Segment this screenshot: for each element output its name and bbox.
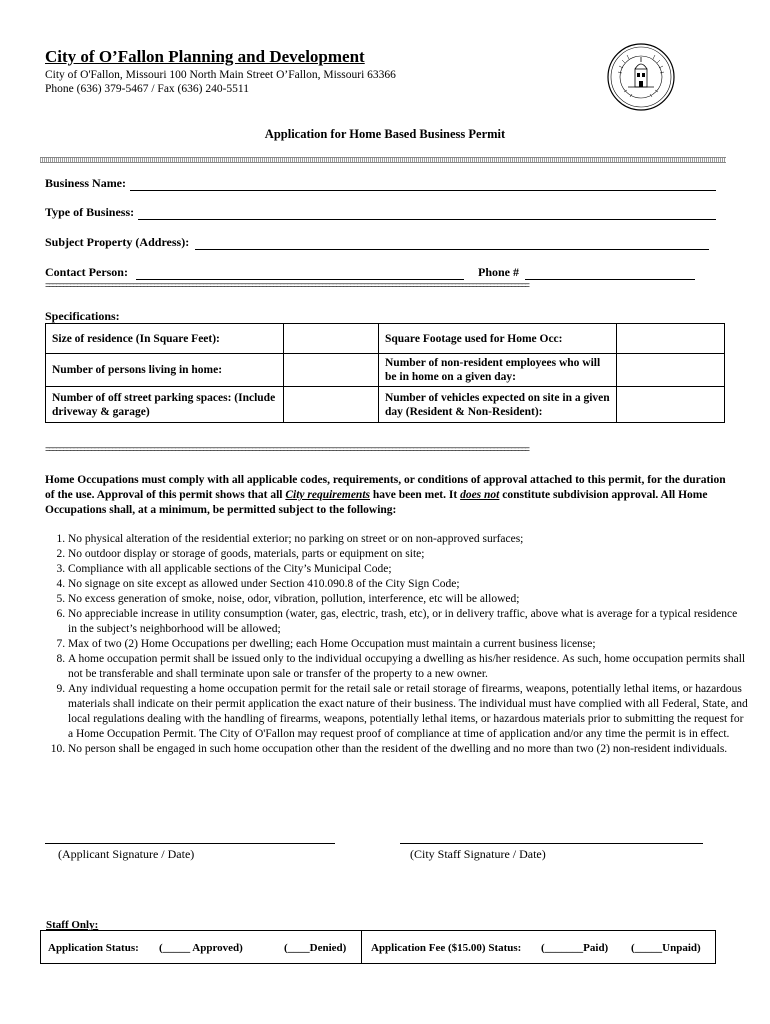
denied-option[interactable]: (____Denied) [284,942,347,954]
specifications-heading: Specifications: [45,309,120,323]
list-item: 9. Any individual requesting a home occupation permit for the retail sale or retail storage of firearms, weapons, potentially lethal items, or hazardous materials shall indicate on their permit application the exact nature of their business. The individual must have complied with all Federal, State, and local regulations dealing with the handling of firearms, weapons, potentially lethal items, or hazardous materials prior to submitting the request for a Home Occupation Permit. The City of O'Fallon may request proof of compliance at time of application and/or any time the permit is in effect. [68,682,748,742]
spec-value-field[interactable] [617,324,725,354]
subject-property-label: Subject Property (Address): [45,235,190,249]
spec-row [46,354,725,387]
org-address: City of O'Fallon, Missouri 100 North Main Street O’Fallon, Missouri 63366 [45,69,396,81]
unpaid-option[interactable]: (_____Unpaid) [631,942,701,954]
list-item: 6. No appreciable increase in utility consumption (water, gas, electric, trash, etc), or in delivery traffic, above what is average for a typical residence in the subject’s neighborhood will be allowed; [68,607,748,637]
list-item: 7. Max of two (2) Home Occupations per dwelling; each Home Occupation must maintain a current business license; [68,637,748,652]
spec-row [46,324,725,354]
list-item: 5. No excess generation of smoke, noise, odor, vibration, pollution, interference, etc will be allowed; [68,592,748,607]
spec-label: Number of vehicles expected on site in a given day (Resident & Non-Resident): [379,387,617,423]
fee-status-label: Application Fee ($15.00) Status: [371,942,522,954]
staff-signature-line[interactable] [400,843,703,844]
double-divider-2: ========================================================================================================================================== [45,446,529,455]
spec-value-field[interactable] [284,387,379,423]
list-item: 10. No person shall be engaged in such home occupation other than the resident of the dwelling and no more than two (2) non-resident individuals. [68,742,748,757]
spec-value-field[interactable] [284,354,379,387]
double-divider-1: ========================================================================================================================================== [45,282,529,291]
staff-status-box [40,930,716,964]
spec-label: Number of off street parking spaces: (Include driveway & garage) [46,387,284,423]
org-title: City of O’Fallon Planning and Development [45,47,365,66]
business-name-field[interactable] [130,178,716,191]
compliance-text-1: Home Occupations must comply with all applicable codes, requirements, or conditions of approval attached to this permit, for the duration of the use. Approval of this permit shows that all [45,474,726,501]
paid-option[interactable]: (_______Paid) [541,942,609,954]
subject-property-field[interactable] [195,237,709,250]
type-of-business-label: Type of Business: [45,205,135,219]
spec-value-field[interactable] [617,354,725,387]
phone-field[interactable] [525,267,695,280]
applicant-signature-line[interactable] [45,843,335,844]
business-name-label: Business Name: [45,176,127,190]
compliance-text-3: constitute subdivision approval. All Home Occupations shall, at a minimum, be permitted subject to the following: [45,489,708,516]
contact-person-field[interactable] [136,267,464,280]
subject-property-row [45,235,709,250]
org-address-block [45,68,396,96]
spec-label: Square Footage used for Home Occ: [379,324,617,354]
staff-signature-label: (City Staff Signature / Date) [410,847,546,861]
phone-label: Phone # [477,265,519,279]
list-item: 8. A home occupation permit shall be issued only to the individual occupying a dwelling as his/her residence. As such, home occupation permits shall not be transferable and shall terminate upon sale or transfer of the property to a new owner. [68,652,748,682]
list-item: 2. No outdoor display or storage of goods, materials, parts or equipment on site; [68,547,748,562]
city-requirements-link[interactable]: City requirements [285,489,370,501]
type-of-business-field[interactable] [138,207,716,220]
application-status-label: Application Status: [48,942,139,954]
spec-row [46,387,725,423]
org-phone-fax: Phone (636) 379-5467 / Fax (636) 240-5511 [45,83,249,95]
type-of-business-row [45,205,716,220]
compliance-paragraph [45,473,730,518]
staff-only-heading: Staff Only: [46,919,99,931]
specifications-table [45,323,725,423]
does-not-emphasis: does not [460,489,500,501]
spec-value-field[interactable] [284,324,379,354]
contact-person-label: Contact Person: [45,265,128,279]
list-item: 3. Compliance with all applicable sections of the City’s Municipal Code; [68,562,748,577]
spec-value-field[interactable] [617,387,725,423]
spec-label: Number of non-resident employees who will be in home on a given day: [379,354,617,387]
list-item: 4. No signage on site except as allowed under Section 410.090.8 of the City Sign Code; [68,577,748,592]
contact-person-row [45,265,695,280]
city-seal-icon [606,42,676,112]
applicant-signature-label: (Applicant Signature / Date) [58,847,195,861]
spec-label: Number of persons living in home: [46,354,284,387]
compliance-text-2: have been met. It [370,489,461,501]
spec-label: Size of residence (In Square Feet): [46,324,284,354]
rules-list [45,532,748,757]
business-name-row [45,176,716,191]
list-item: 1. No physical alteration of the residential exterior; no parking on street or on non-approved surfaces; [68,532,748,547]
status-divider [361,931,362,963]
header-divider [40,157,726,163]
approved-option[interactable]: (_____ Approved) [159,942,243,954]
form-title: Application for Home Based Business Permit [264,127,506,141]
